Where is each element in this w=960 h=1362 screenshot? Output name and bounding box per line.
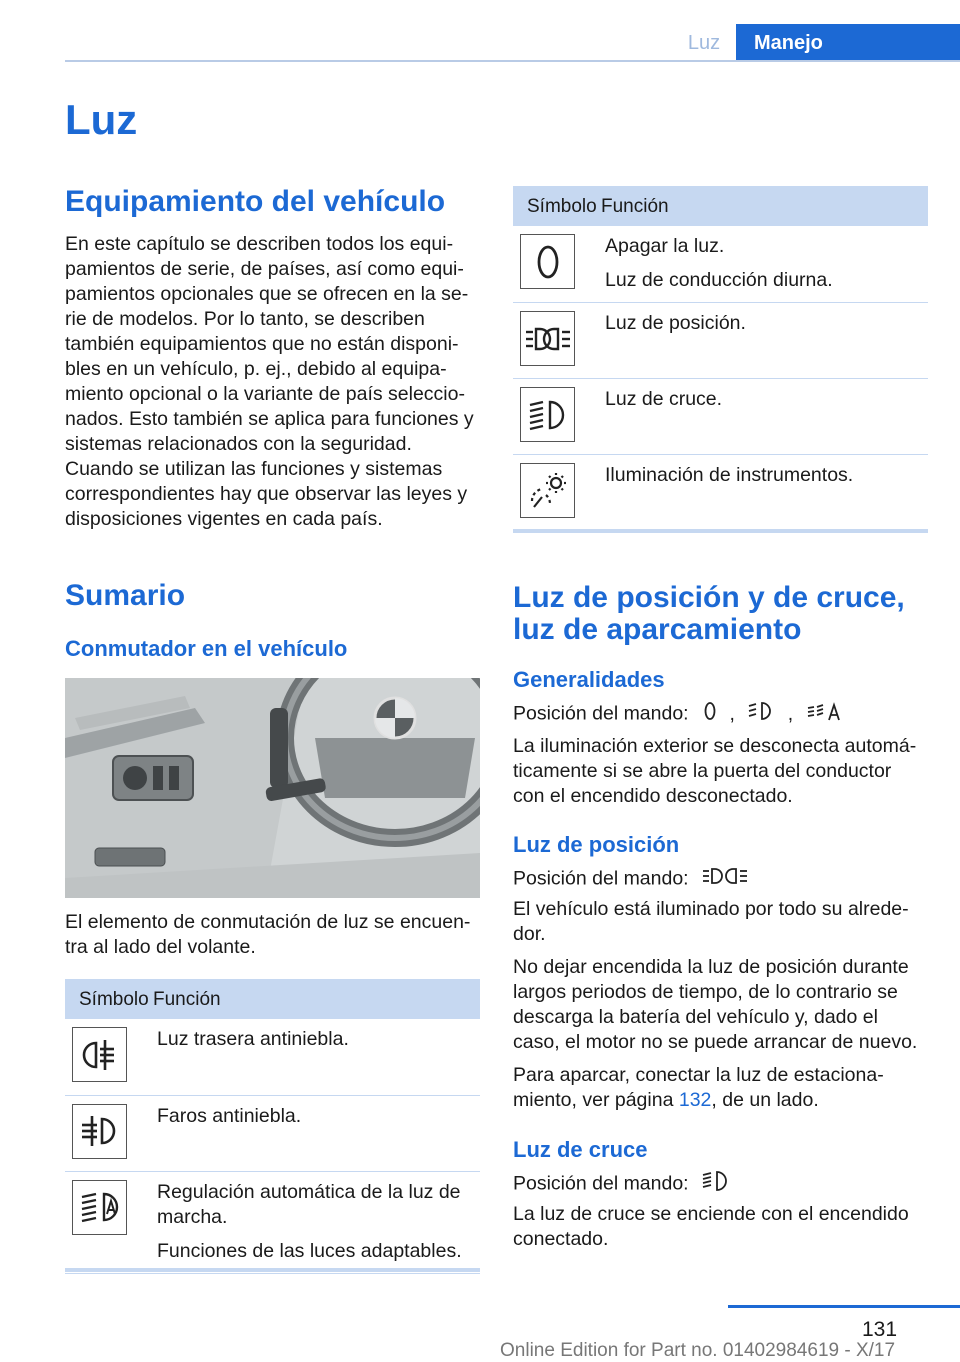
table-row [513,303,928,379]
table-row [65,1171,480,1273]
summary-heading: Sumario [65,579,186,612]
auto-headlight-icon [72,1180,127,1235]
position-light-position-line: Posición del mando: [513,865,748,894]
table-row [513,455,928,531]
table-header-function: Función [153,979,480,1019]
light-switch-photo [65,678,480,898]
table-header-symbol: Símbolo [65,979,153,1019]
position-light-paragraph-1: El vehículo está iluminado por todo su alrede‐ dor. [513,898,909,945]
right-symbol-table [513,186,928,531]
position-light-paragraph-3: Para aparcar, conectar la luz de estaciona‐ miento, ver página 132, de un lado. [513,1064,884,1111]
low-beam-position-line: Posición del mando: [513,1170,732,1199]
page-reference-link[interactable]: 132 [678,1089,712,1111]
instrument-lighting-icon [520,463,575,518]
page-title: Luz [65,96,138,143]
low-beam-heading: Luz de cruce [513,1137,648,1162]
header-section-tab: Luz [687,31,721,54]
table-end-bar [65,1268,480,1272]
page-number: 131 [862,1318,898,1341]
table-row [65,1019,480,1095]
footer-edition-text: Online Edition for Part no. 01402984619 - X/17 [500,1340,896,1361]
zero-position-icon [702,700,718,729]
parking-light-icon [702,865,748,894]
table-row [513,226,928,303]
low-beam-paragraph: La luz de cruce se enciende con el encendido conectado. [513,1203,909,1250]
position-light-paragraph-2: No dejar encendida la luz de posición durante largos periodos de tiempo, de lo contrario se descarga la batería del vehículo y, dado el caso, el motor no se puede arrancar de nuevo. [513,956,918,1053]
table-cell-function: Luz de cruce. [605,388,723,410]
footer-divider [728,1305,960,1308]
table-cell-function: Funciones de las luces adaptables. [157,1239,462,1262]
table-cell-function: Luz trasera antiniebla. [157,1028,349,1050]
general-paragraph: La iluminación exterior se desconecta automá‐ ticamente si se abre la puerta del conductor con el encendido desconectado. [513,735,917,807]
table-header-symbol: Símbolo [513,186,601,226]
equipment-heading: Equipamiento del vehículo [65,185,446,218]
zero-position-icon [520,234,575,289]
left-symbol-table [65,979,480,1274]
table-end-bar [513,529,928,533]
table-cell-function: Apagar la luz. [605,235,725,257]
header-divider [65,60,960,62]
header-chapter-tab: Manejo [736,24,960,62]
rear-fog-light-icon [72,1027,127,1082]
general-position-line: Posición del mando: , , [513,700,841,729]
parking-light-icon [748,701,778,728]
table-cell-function: Luz de conducción diurna. [605,269,833,291]
position-light-heading: Luz de posición [513,832,680,857]
table-cell-function: Iluminación de instrumentos. [605,464,854,486]
low-beam-icon [702,1170,732,1199]
table-row [65,1095,480,1171]
parking-low-beam-heading: Luz de posición y de cruce, luz de aparcamiento [513,581,905,646]
low-beam-icon [520,387,575,442]
table-cell-function: Regulación automática de la luz de marcha. [157,1180,461,1228]
table-row [513,379,928,455]
switch-heading: Conmutador en el vehículo [65,636,348,661]
table-cell-function: Faros antiniebla. [157,1104,302,1127]
photo-caption: El elemento de conmutación de luz se encuen‐ tra al lado del volante. [65,911,471,958]
equipment-paragraph: En este capítulo se describen todos los equi‐ pamientos de serie, de países, así como equi‐ pamientos opcionales que se ofrecen en la se‐ rie de modelos. Por lo tanto, se describen también equipamientos que no están disponi‐ bles en un vehículo, p. ej., debido al equipa‐ miento opcional o la variante de país seleccio‐ nados. Esto también se aplica para funciones y sistemas relacionados con la seguridad. Cuando se utilizan las funciones y sistemas correspondientes hay que observar las leyes y disposiciones vigentes en cada país. [65,233,474,530]
table-header-function: Función [601,186,928,226]
front-fog-light-icon [72,1104,127,1159]
general-heading: Generalidades [513,667,665,692]
auto-light-icon [807,700,841,729]
table-cell-function: Luz de posición. [605,312,746,334]
parking-light-icon [520,311,575,366]
